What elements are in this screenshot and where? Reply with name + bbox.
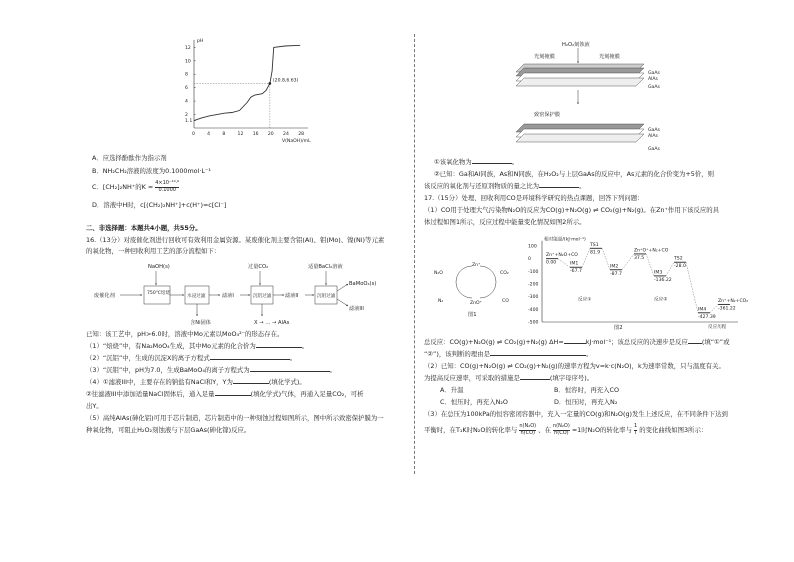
y-tick-label: -400 [528,307,539,313]
chip-gaas3: GaAs [648,128,660,133]
energy-connector [558,259,570,268]
fraction-numerator: 1 [634,423,638,429]
q17-q1a-mid: kJ·mol⁻¹；该总反应的决速步是反应 [585,338,688,346]
fraction-numerator: n(N₂O) [519,423,537,429]
x-tick-label: 12 [237,132,244,137]
q16-sub4a [86,378,306,388]
y-tick-label: 10 [185,59,191,65]
y-tick-label: 12 [185,45,191,51]
x-tick-label: 20 [267,132,274,137]
q16-sub4b [86,390,363,400]
q17-q1a-tail: (填“①”或 [701,338,730,346]
state-name: Zn⁺+N₂+CO₂ [718,298,749,304]
fraction-denominator: 0.1000 [158,186,176,193]
q16-r3-text: 该反应的氧化剂与还原剂物质的量之比为 [424,182,540,190]
answer-blank[interactable] [472,163,512,164]
chip-alas1: AlAs [648,77,658,82]
flow-start: 废催化剂 [94,293,115,299]
x-tick-label: 0 [192,132,195,137]
flow-co2: 过量CO₂ [248,264,269,270]
figure2-label: 图2 [614,325,623,331]
state-value: 37.5 [634,255,645,261]
state-value: -28.0 [674,264,686,270]
ph-titration-chart [94,38,324,153]
x-tick-label: 24 [283,132,289,137]
q17-q3b-mid2: =1时N₂O的转化率与 [571,426,632,434]
q17-q1a [424,338,729,348]
reaction2-label: 反应② [654,297,668,303]
q16-sub5a: （5）高纯AlAs(砷化铝)可用于芯片制造，芯片制造中的一种刻蚀过程如图所示，图中所示致密保护膜为一 [86,414,384,422]
x-axis-label: 反应历程 [708,325,727,330]
q17-intro: 17.（15分）处理、回收利用CO是环境科学研究的热点课题，回答下列问题： [424,194,644,202]
q17-q3b-text: 平衡时，在T₁K时N₂O的转化率与 [424,426,518,434]
flow-mo-precip: 沉钼过滤 [317,294,336,299]
chip-mask-right: 光刻掩膜 [599,54,620,60]
state-name: IM3 [654,270,663,276]
state-name: Zn⁺+N₂O+CO [546,253,578,259]
flow-arrow [337,284,348,291]
q16-intro-line2: 的氧化物，一种回收利用工艺的部分流程如下： [86,247,221,255]
q15-option-c-text: C．[CH₂]₂NH⁺的K [92,183,146,191]
q17-option-c[interactable]: C．恒压时，再充入N₂O [440,398,508,406]
fraction [634,424,637,436]
x-tick-label: 8 [222,132,226,137]
state-value: 0.00 [546,260,557,266]
q16-r2: ②已知：Ga和Al同族，As和N同族，在H₂O₂与上层GaAs的反应中，As元素的化合价变为+5价，则 [434,170,714,178]
q17-q2b [424,374,593,384]
state-name: TS2 [674,256,683,262]
q17-p1b: 体过程如图1所示，反应过程中能量变化情况如图2所示。 [424,218,586,226]
q16-sub3-text: （3）“沉钼”中，pH为7.0，生成BaMoO₄的离子方程式为 [86,366,250,374]
q17-q3b-mid: 、在 [538,426,551,434]
fraction [519,424,536,436]
cycle-arc-left [456,266,472,298]
cycle-zno: ZnO⁺ [470,301,483,306]
state-value: -361.22 [718,306,736,312]
q17-q3b-tail: 的变化曲线如图3所示： [639,426,708,434]
q17-option-b[interactable]: B．恒容时，再充入CO [554,386,620,394]
q16-sub4b-text: ②往滤液III中添加适量NaCl固体后，通入足量 [86,390,215,398]
chip-etch-label: H₂O₂刻蚀液 [562,42,590,48]
state-name: TS1 [590,242,599,248]
answer-blank[interactable] [256,347,302,348]
q16-sub5b: 种氧化物，可阻止H₂O₂刻蚀液与下层GaAs(砷化镓)反应。 [86,426,251,434]
state-name: IM4 [698,307,707,313]
reaction1-label: 反应① [578,297,592,303]
figure1-cycle [424,232,524,332]
cycle-zn: Zn⁺ [472,263,481,268]
energy-connector [622,254,634,270]
y-axis-label: pH [197,39,204,44]
q17-q2b-text: 为提高反应速率，可采取的措施是 [424,374,520,382]
answer-blank[interactable] [250,371,330,372]
chip-gaas1: GaAs [648,71,660,76]
y-tick-label: 0 [528,257,531,263]
q17-q2b-tail: (填字母序号)。 [549,374,594,382]
fraction-denominator: T [634,429,638,436]
flow-arrow [337,299,348,306]
x-tick-label: 28 [298,132,305,137]
flow-ni-solid: 含Ni固体 [190,320,211,326]
chip-layer [516,134,644,142]
state-value: -87.7 [610,271,622,277]
q16-sub2-text: （2）“沉铝”中，生成的沉淀X的离子方程式 [86,354,210,362]
fraction [155,181,179,193]
chip-gaas2: GaAs [648,85,660,90]
flow-x-chain: X → … → AlAs [254,320,290,326]
flow-naoh: NaOH(s) [148,264,170,270]
cycle-co2: CO₂ [500,271,509,276]
q16-sub4b-tail: (填化学式)气体，再通入足量CO₂，可析 [250,390,364,398]
q17-q1a-text: 总反应：CO(g)+N₂O(g) ⇌ CO₂(g)+N₂(g) ΔH= [424,338,564,346]
fraction [553,424,570,436]
q16-sub1-text: （1）“焙烧”中，有Na₂MoO₄生成，其中Mo元素的化合价为 [86,342,256,350]
answer-blank[interactable] [539,187,579,188]
q17-q3b [424,424,707,436]
column-divider [414,34,415,474]
energy-connector [646,254,654,276]
flow-bamoo4: BaMoO₄(s) [349,281,377,287]
x-axis-label: V(NaOH)/mL [282,139,311,144]
cycle-n2: N₂ [438,299,444,304]
q16-r1-text: ①该氧化物为 [434,158,472,166]
q17-q1b: “②”)，该判断的理由是 。 [424,350,593,358]
flow-bacl2: 适量BaCl₂溶液 [308,264,343,270]
chip-etching-diagram [424,34,744,154]
q16-intro-line1: 16.（13分）对废催化剂进行回收可有效利用金属资源。某废催化剂主要含铝(Al)、钼(Mo)、镍(Ni)等元素 [86,236,385,244]
cycle-n2o: N₂O [434,271,443,276]
q17-q2a: （2）已知：CO(g)+N₂O(g) ⇌ CO₂(g)+N₂(g)的速率方程为v=k·c(N₂O)，k为速率常数，只与温度有关。 [424,362,725,370]
q16-r1: ①该氧化物为 。 [434,158,519,166]
y-tick-label: 4 [185,99,188,105]
chip-protect-label: 致密保护膜 [534,112,560,118]
flow-filtrate1: 滤液I [222,293,234,299]
state-value: 81.9 [590,250,601,256]
flow-roast: 750℃焙烧 [147,291,171,296]
state-name: IM1 [570,261,579,267]
flow-filtrate3: 滤液III [349,306,364,312]
state-value: -67.7 [570,269,582,275]
answer-blank[interactable] [564,343,586,344]
q17-option-d[interactable]: D．恒压时，再充入N₂ [554,398,618,406]
q16-sub1: （1）“焙烧”中，有Na₂MoO₄生成，其中Mo元素的化合价为 。 [86,342,309,350]
fraction-denominator: n(CO) [554,429,569,436]
energy-connector [602,248,610,269]
y-tick-label: -200 [528,282,539,288]
marked-point [269,82,272,85]
flow-leach: 水浸过滤 [187,294,206,299]
q17-q3a: （3）在总压为100kPa的恒容密闭容器中，充入一定量的CO(g)和N₂O(g)发生上述反应，在不同条件下达到 [424,410,728,418]
q15-option-a: A．应选择酚酞作为指示剂 [92,154,167,162]
flow-precip: 沉铝过滤 [253,294,272,299]
chip-alas2: AlAs [648,134,658,139]
y-tick-label: 2 [185,113,188,119]
q16-sub2: （2）“沉铝”中，生成的沉淀X的离子方程式 。 [86,354,297,362]
answer-blank[interactable] [233,383,269,384]
state-name: Zn⁺O⁺+N₂+CO [634,248,669,254]
fraction-numerator: 4×10⁻¹⁰·⁶ [155,180,180,186]
q16-sub3: （3）“沉钼”中，pH为7.0，生成BaMoO₄的离子方程式为 。 [86,366,337,374]
y-tick-label: 8 [185,72,188,78]
y-tick-label: -100 [528,269,539,275]
y-tick-label: 6 [185,86,188,92]
state-value: -136.22 [654,277,672,283]
q15-option-c: C．[CH₂]₂NH⁺的K = $\frac{\text{4×10⁻¹⁰·⁶}}{0.1000}$ [92,180,180,193]
q15-option-b: B．NH₂CH₂溶液的浓度为0.1000mol·L⁻¹ [92,167,211,175]
x-tick-label: 4 [207,132,211,137]
state-value: -427.39 [698,314,716,320]
y-axis-label: 相对能量/(kJ·mol⁻¹) [544,237,586,243]
answer-blank[interactable] [210,359,290,360]
y-tick-label: 1.1 [185,119,193,125]
energy-connector [666,262,674,276]
q15-option-d: D．溶液中H时，c[(CH₂)₂NH⁺]+c(H⁺)=c[Cl⁻] [92,201,227,209]
answer-blank[interactable] [490,355,586,356]
flow-filtrate2: 滤液II [285,293,299,299]
chip-layer [516,78,644,86]
fraction-denominator: n(CO) [520,429,535,436]
energy-connector [686,262,698,313]
answer-blank[interactable] [215,395,251,396]
process-flow-diagram [86,258,402,330]
q17-option-a[interactable]: A．升温 [440,386,464,394]
y-tick-label: -500 [528,320,539,326]
q17-q1b-text: “②”)，该判断的理由是 [424,350,490,358]
energy-connector [710,304,718,312]
figure2-energy-profile [524,232,749,332]
y-tick-label: -300 [528,295,539,301]
chip-gaas4: GaAs [648,147,660,152]
chip-mask-left: 光刻掩膜 [534,54,555,60]
answer-blank[interactable] [688,343,702,344]
fraction-numerator: n(N₂O) [553,423,570,429]
cycle-co: CO [502,299,509,304]
q16-r3: 该反应的氧化剂与还原剂物质的量之比为 。 [424,182,586,190]
section-heading: 二、非选择题：本题共4小题，共55分。 [86,224,202,232]
marked-point-label: (20.8,6.63) [272,78,299,84]
q17-p1a: （1）CO用于处理大气污染物N₂O的反应为CO(g)+N₂O(g) ⇌ CO₂(g)+N₂(g)。在Zn⁺作用下该反应的具 [424,206,720,214]
answer-blank[interactable] [520,379,550,380]
q16-sub4c: 出Y。 [86,402,103,410]
figure1-label: 图1 [468,312,477,318]
y-tick-label: 100 [528,244,537,250]
q16-sub4a-text: （4）①滤液III中，主要存在的钠盐有NaCl和Y，Y为 [86,378,233,386]
state-name: IM2 [610,264,619,270]
energy-connector [582,248,590,267]
cycle-arc-right [480,266,496,298]
q16-known: 已知：该工艺中，pH>6.0时，溶液中Mo元素以MoO₄²⁻的形态存在。 [86,330,284,338]
q16-sub4a-tail: (填化学式)。 [268,378,306,386]
x-tick-label: 16 [252,132,259,137]
